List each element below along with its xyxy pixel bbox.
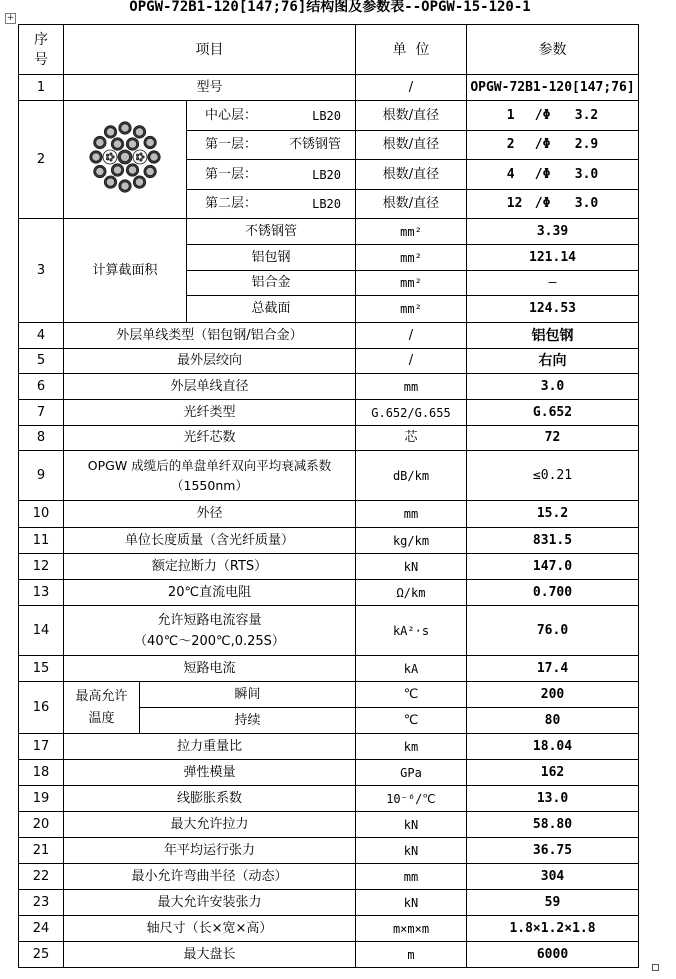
row-number: 2 — [19, 101, 64, 219]
row-number: 7 — [19, 400, 64, 426]
row-value: 3.0 — [467, 374, 639, 400]
row-item: 额定拉断力（RTS） — [64, 554, 356, 580]
sub-item: 持续 — [140, 708, 356, 734]
table-row — [19, 101, 639, 131]
outer-wire-core — [121, 182, 129, 190]
row-unit: mm² — [356, 245, 467, 271]
table-row — [19, 760, 639, 786]
row-item: 20℃直流电阻 — [64, 580, 356, 606]
row-number: 10 — [19, 501, 64, 528]
header-row — [19, 25, 639, 75]
table-row — [19, 606, 639, 656]
row-item: 轴尺寸（长×宽×高） — [64, 916, 356, 942]
row-value: 72 — [467, 426, 639, 451]
row-item: 最高允许温度 — [64, 682, 140, 734]
row-unit: kN — [356, 890, 467, 916]
row-item: 最小允许弯曲半径（动态） — [64, 864, 356, 890]
row-value: 3.39 — [467, 219, 639, 245]
table-row — [19, 374, 639, 400]
table-row — [19, 682, 639, 708]
cable-cross-section-icon — [64, 101, 187, 219]
row-value: 162 — [467, 760, 639, 786]
sub-item: 铝合金 — [187, 271, 356, 296]
row-value: 0.700 — [467, 580, 639, 606]
outer-wire-core — [106, 178, 114, 186]
row-number: 5 — [19, 349, 64, 374]
table-row — [19, 349, 639, 374]
row-unit: m — [356, 942, 467, 968]
header-unit: 单 位 — [356, 25, 467, 75]
row-number: 15 — [19, 656, 64, 682]
row-unit: mm² — [356, 296, 467, 323]
row-unit: 根数/直径 — [356, 101, 467, 131]
row-number: 11 — [19, 528, 64, 554]
row-item: 最外层绞向 — [64, 349, 356, 374]
row-item: 弹性模量 — [64, 760, 356, 786]
row-number: 19 — [19, 786, 64, 812]
row-value: 76.0 — [467, 606, 639, 656]
outer-wire-core — [146, 138, 154, 146]
row-unit: mm² — [356, 271, 467, 296]
optical-fiber — [140, 159, 142, 161]
move-handle-icon[interactable]: + — [6, 13, 15, 23]
row-number: 18 — [19, 760, 64, 786]
row-number: 8 — [19, 426, 64, 451]
table-row — [19, 219, 639, 245]
row-number: 4 — [19, 323, 64, 349]
row-unit: mm — [356, 374, 467, 400]
table-row — [19, 75, 639, 101]
outer-wire-core — [96, 138, 104, 146]
table-row — [19, 451, 639, 501]
row-item: 外层单线直径 — [64, 374, 356, 400]
row-unit: / — [356, 75, 467, 101]
stainless-tube — [103, 150, 117, 164]
table-row — [19, 838, 639, 864]
row-value: 右向 — [467, 349, 639, 374]
row-number: 22 — [19, 864, 64, 890]
table-row — [19, 554, 639, 580]
row-unit: 根数/直径 — [356, 190, 467, 219]
header-item: 项目 — [64, 25, 356, 75]
row-number: 21 — [19, 838, 64, 864]
inner-wire-core — [113, 140, 121, 148]
row-value: 36.75 — [467, 838, 639, 864]
row-unit: / — [356, 349, 467, 374]
table-row — [19, 323, 639, 349]
resize-handle-icon[interactable] — [652, 964, 659, 971]
row-value: 2 /Φ 2.9 — [467, 131, 639, 160]
row-number: 1 — [19, 75, 64, 101]
row-item: 光纤类型 — [64, 400, 356, 426]
layer-label: 第二层： LB20 — [187, 190, 356, 219]
row-unit: mm — [356, 501, 467, 528]
row-value: OPGW-72B1-120[147;76] — [467, 75, 639, 101]
row-value: 12 /Φ 3.0 — [467, 190, 639, 219]
row-value: 121.14 — [467, 245, 639, 271]
row-unit: ℃ — [356, 682, 467, 708]
row-value: 124.53 — [467, 296, 639, 323]
table-row — [19, 864, 639, 890]
row-unit: m×m×m — [356, 916, 467, 942]
row-item: 最大允许拉力 — [64, 812, 356, 838]
row-item: 允许短路电流容量 （40℃～200℃,0.25S） — [64, 606, 356, 656]
row-item: 拉力重量比 — [64, 734, 356, 760]
optical-fiber — [140, 153, 142, 155]
row-unit: kN — [356, 554, 467, 580]
row-item: 计算截面积 — [64, 219, 187, 323]
row-number: 9 — [19, 451, 64, 501]
row-unit: kN — [356, 838, 467, 864]
header-seq: 序 号 — [19, 25, 64, 75]
table-row — [19, 942, 639, 968]
row-unit: G.652/G.655 — [356, 400, 467, 426]
row-value: 18.04 — [467, 734, 639, 760]
row-number: 23 — [19, 890, 64, 916]
row-number: 25 — [19, 942, 64, 968]
table-row — [19, 580, 639, 606]
table-row — [19, 890, 639, 916]
row-unit: km — [356, 734, 467, 760]
row-item: OPGW 成缆后的单盘单纤双向平均衰减系数 （1550nm） — [64, 451, 356, 501]
row-unit: kg/km — [356, 528, 467, 554]
row-unit: GPa — [356, 760, 467, 786]
optical-fiber — [106, 154, 108, 156]
outer-wire-core — [146, 167, 154, 175]
row-unit: 芯 — [356, 426, 467, 451]
row-value: — — [467, 271, 639, 296]
row-unit: mm² — [356, 219, 467, 245]
outer-wire-core — [135, 178, 143, 186]
optical-fiber — [106, 158, 108, 160]
cable-cross-section-icon — [80, 112, 170, 202]
row-item: 光纤芯数 — [64, 426, 356, 451]
inner-wire-core — [128, 166, 136, 174]
table-row — [19, 916, 639, 942]
table-row — [19, 812, 639, 838]
table-row — [19, 786, 639, 812]
outer-wire-core — [92, 153, 100, 161]
row-value: 1.8×1.2×1.8 — [467, 916, 639, 942]
row-unit: dB/km — [356, 451, 467, 501]
row-number: 24 — [19, 916, 64, 942]
optical-fiber — [112, 156, 114, 158]
row-number: 6 — [19, 374, 64, 400]
row-value: 13.0 — [467, 786, 639, 812]
table-row — [19, 656, 639, 682]
row-item: 最大盘长 — [64, 942, 356, 968]
stainless-tube — [133, 150, 147, 164]
sub-item: 总截面 — [187, 296, 356, 323]
inner-wire-core — [113, 166, 121, 174]
row-item: 年平均运行张力 — [64, 838, 356, 864]
row-unit: ℃ — [356, 708, 467, 734]
row-value: 15.2 — [467, 501, 639, 528]
inner-wire-core — [128, 140, 136, 148]
row-value: ≤0.21 — [467, 451, 639, 501]
row-unit: kN — [356, 812, 467, 838]
row-item: 单位长度质量（含光纤质量） — [64, 528, 356, 554]
row-value: G.652 — [467, 400, 639, 426]
row-value: 铝包钢 — [467, 323, 639, 349]
optical-fiber — [110, 153, 112, 155]
row-value: 17.4 — [467, 656, 639, 682]
row-unit: kA — [356, 656, 467, 682]
parameter-table — [18, 24, 639, 968]
optical-fiber — [110, 159, 112, 161]
row-item: 短路电流 — [64, 656, 356, 682]
outer-wire-core — [150, 153, 158, 161]
header-param: 参数 — [467, 25, 639, 75]
table-row — [19, 528, 639, 554]
row-unit: 10⁻⁶/℃ — [356, 786, 467, 812]
row-number: 17 — [19, 734, 64, 760]
center-wire-core — [120, 152, 129, 161]
outer-wire-core — [96, 167, 104, 175]
row-number: 3 — [19, 219, 64, 323]
table-row — [19, 400, 639, 426]
outer-wire-core — [106, 128, 114, 136]
outer-wire-core — [121, 124, 129, 132]
row-value: 80 — [467, 708, 639, 734]
document-title: OPGW-72B1-120[147;76]结构图及参数表--OPGW-15-120-1 — [129, 0, 531, 15]
row-unit: / — [356, 323, 467, 349]
layer-label: 第一层： LB20 — [187, 160, 356, 190]
row-value: 59 — [467, 890, 639, 916]
layer-label: 第一层： 不锈钢管 — [187, 131, 356, 160]
optical-fiber — [142, 156, 144, 158]
row-number: 13 — [19, 580, 64, 606]
table-row — [19, 426, 639, 451]
table-row — [19, 501, 639, 528]
row-unit: Ω/km — [356, 580, 467, 606]
table-row — [19, 734, 639, 760]
row-item: 型号 — [64, 75, 356, 101]
row-item: 线膨胀系数 — [64, 786, 356, 812]
row-unit: kA²·s — [356, 606, 467, 656]
row-item: 外径 — [64, 501, 356, 528]
row-number: 16 — [19, 682, 64, 734]
row-unit: mm — [356, 864, 467, 890]
row-item: 外层单线类型（铝包钢/铝合金） — [64, 323, 356, 349]
row-unit: 根数/直径 — [356, 131, 467, 160]
row-number: 12 — [19, 554, 64, 580]
row-value: 304 — [467, 864, 639, 890]
layer-label: 中心层： LB20 — [187, 101, 356, 131]
row-number: 20 — [19, 812, 64, 838]
row-value: 6000 — [467, 942, 639, 968]
row-item: 最大允许安装张力 — [64, 890, 356, 916]
row-value: 831.5 — [467, 528, 639, 554]
row-value: 200 — [467, 682, 639, 708]
row-value: 4 /Φ 3.0 — [467, 160, 639, 190]
row-value: 147.0 — [467, 554, 639, 580]
row-unit: 根数/直径 — [356, 160, 467, 190]
sub-item: 瞬间 — [140, 682, 356, 708]
optical-fiber — [136, 154, 138, 156]
sub-item: 不锈钢管 — [187, 219, 356, 245]
row-value: 1 /Φ 3.2 — [467, 101, 639, 131]
sub-item: 铝包钢 — [187, 245, 356, 271]
row-number: 14 — [19, 606, 64, 656]
outer-wire-core — [135, 128, 143, 136]
optical-fiber — [136, 158, 138, 160]
row-value: 58.80 — [467, 812, 639, 838]
